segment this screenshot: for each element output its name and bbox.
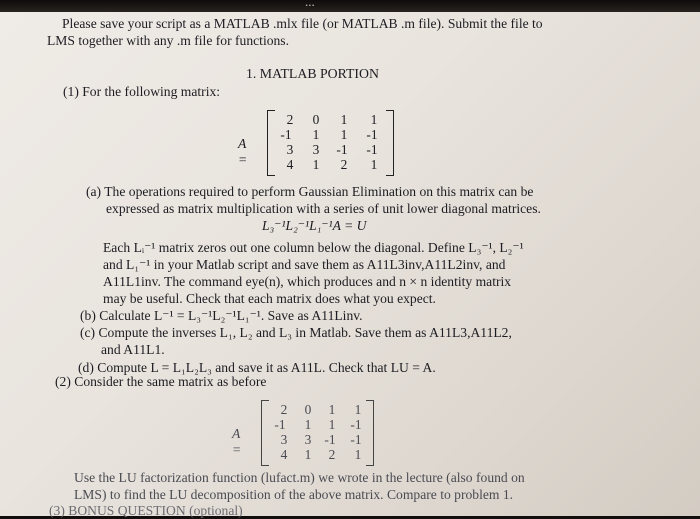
matrix-cell: 1 bbox=[354, 402, 362, 417]
matrix-cell: 4 bbox=[280, 447, 288, 462]
matrix-cell: 1 bbox=[304, 417, 312, 432]
matrix-1-label: A = bbox=[238, 136, 248, 167]
q1-label: (1) For the following matrix: bbox=[63, 84, 221, 99]
matrix-cell: 1 bbox=[340, 112, 348, 127]
q1a-line-1: (a) The operations required to perform Gaussian Elimination on this matrix can be bbox=[86, 184, 534, 199]
q2-line-2: LMS) to find the LU decomposition of the above matrix. Compare to problem 1. bbox=[74, 487, 514, 502]
matrix-cell: 1 bbox=[328, 402, 336, 417]
matrix-cell: -1 bbox=[366, 142, 378, 157]
matrix-cell: -1 bbox=[350, 417, 362, 432]
matrix-1-left-bracket bbox=[267, 110, 275, 176]
matrix-cell: 1 bbox=[312, 127, 320, 142]
q1-paragraph-line-3: A11L1inv. The command eye(n), which produces and n × n identity matrix bbox=[103, 274, 512, 289]
matrix-cell: 1 bbox=[304, 447, 312, 462]
matrix-cell: -1 bbox=[336, 142, 348, 157]
top-edge bbox=[210, 0, 410, 12]
matrix-cell: 1 bbox=[370, 112, 378, 127]
matrix-cell: 1 bbox=[328, 417, 336, 432]
q2-line-1: Use the LU factorization function (lufact.m) we wrote in the lecture (also found on bbox=[74, 470, 525, 485]
header-partial: ... bbox=[305, 0, 315, 9]
q1a-line-2: expressed as matrix multiplication with a series of unit lower diagonal matrices. bbox=[106, 201, 541, 216]
matrix-2-label: A = bbox=[232, 426, 242, 457]
matrix-cell: -1 bbox=[280, 127, 292, 142]
matrix-cell: 2 bbox=[286, 112, 294, 127]
matrix-cell: -1 bbox=[366, 127, 378, 142]
matrix-cell: 1 bbox=[370, 157, 378, 172]
matrix-cell: 1 bbox=[340, 127, 348, 142]
q1-paragraph-line-2: and L₁⁻¹ in your Matlab script and save them as A11L3inv,A11L2inv, and bbox=[103, 257, 506, 272]
matrix-cell: -1 bbox=[274, 417, 286, 432]
matrix-cell: 1 bbox=[354, 447, 362, 462]
q3-label: (3) BONUS QUESTION (optional) bbox=[49, 503, 243, 518]
matrix-cell: 1 bbox=[312, 157, 320, 172]
q1-paragraph-line-4: may be useful. Check that each matrix does what you expect. bbox=[103, 291, 436, 306]
q1b: (b) Calculate L⁻¹ = L₃⁻¹L₂⁻¹L₁⁻¹. Save as A11Linv. bbox=[80, 308, 363, 323]
intro-line-2: LMS together with any .m file for functions. bbox=[47, 33, 289, 48]
matrix-cell: 2 bbox=[280, 402, 288, 417]
matrix-cell: 3 bbox=[280, 432, 288, 447]
matrix-cell: -1 bbox=[324, 432, 336, 447]
section-heading: 1. MATLAB PORTION bbox=[246, 66, 379, 81]
intro-line-1: Please save your script as a MATLAB .mlx file (or MATLAB .m file). Submit the file to bbox=[62, 16, 543, 31]
matrix-cell: 0 bbox=[304, 402, 312, 417]
matrix-2-left-bracket bbox=[261, 400, 269, 466]
q1-paragraph-line-1: Each Lᵢ⁻¹ matrix zeros out one column below the diagonal. Define L₃⁻¹, L₂⁻¹ bbox=[103, 240, 524, 255]
q1d: (d) Compute L = L₁L₂L₃ and save it as A11L. Check that LU = A. bbox=[78, 360, 436, 375]
matrix-cell: 2 bbox=[340, 157, 348, 172]
document-page bbox=[0, 12, 700, 516]
matrix-cell: 2 bbox=[328, 447, 336, 462]
matrix-cell: 3 bbox=[312, 142, 320, 157]
q2-label: (2) Consider the same matrix as before bbox=[55, 374, 267, 389]
q1c-line-2: and A11L1. bbox=[101, 342, 165, 357]
q1-equation: L₃⁻¹L₂⁻¹L₁⁻¹A = U bbox=[262, 218, 367, 233]
matrix-cell: 3 bbox=[286, 142, 294, 157]
matrix-cell: -1 bbox=[350, 432, 362, 447]
matrix-cell: 3 bbox=[304, 432, 312, 447]
matrix-cell: 4 bbox=[286, 157, 294, 172]
matrix-cell: 0 bbox=[312, 112, 320, 127]
q1c-line-1: (c) Compute the inverses L₁, L₂ and L₃ in Matlab. Save them as A11L3,A11L2, bbox=[80, 325, 512, 340]
